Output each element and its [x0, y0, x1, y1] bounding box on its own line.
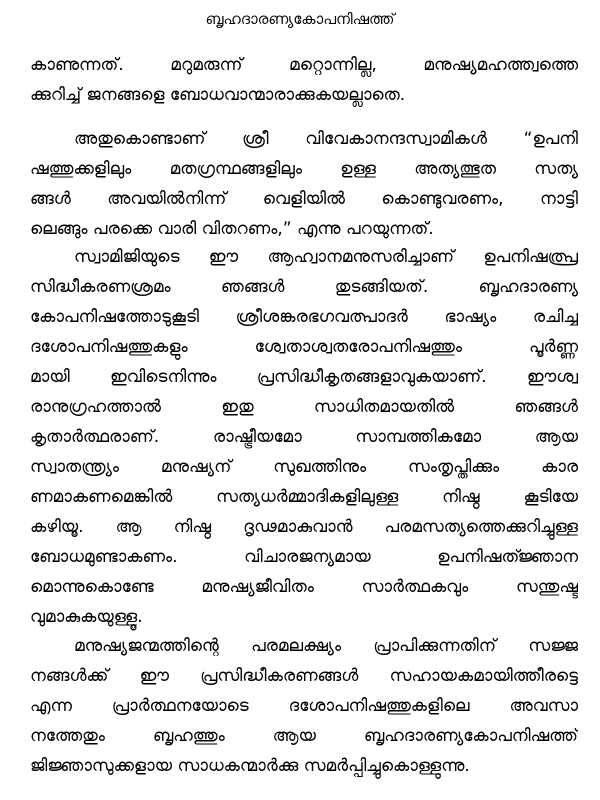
paragraph-1	[30, 50, 578, 110]
text-line: കോപനിഷത്തോടുകൂടി ശ്രീശങ്കരഭഗവത്പാദർ ഭാഷ്യം രചിച്ച	[30, 307, 578, 327]
text-line: ക്കുറിച്ച് ജനങ്ങളെ ബോധവാന്മാരാക്കുകയല്ലാതെ.	[30, 85, 406, 105]
text-line: അതുകൊണ്ടാണ് ശ്രീ വിവേകാനന്ദസ്വാമികൾ “ഉപനി	[74, 129, 578, 149]
paragraph-4	[30, 631, 578, 781]
text-line: കൃതാർത്ഥരാണ്. രാഷ്ട്രീയമോ സാമ്പത്തികമോ ആയ	[30, 427, 578, 447]
text-line: ലെങ്ങും പരക്കെ വാരി വിതറണം,” എന്നു പറയുന്നത്.	[30, 219, 434, 239]
text-line: ജിജ്ഞാസുക്കളായ സാധകന്മാർക്കു സമർപ്പിച്ചുകൊള്ളുന്നു.	[30, 756, 470, 776]
text-line: സ്വാമിജിയുടെ ഈ ആഹ്വാനമനുസരിച്ചാണ് ഉപനിഷത്പ്ര	[74, 247, 578, 267]
paragraph-2	[30, 124, 578, 244]
text-line: എന്ന പ്രാർത്ഥനയോടെ ദശോപനിഷത്തുകളിലെ അവസാ	[30, 696, 578, 716]
text-line: കാണുന്നത്. മറുമരുന്ന് മറ്റൊന്നില്ല, മനുഷ്യമഹത്ത്വത്തെ	[30, 55, 578, 75]
text-line: വുമാകുകയുള്ളൂ.	[30, 607, 143, 627]
text-line: സ്വാതന്ത്ര്യം മനുഷ്യന് സുഖത്തിനും സംതൃപ്തിക്കും കാര	[30, 457, 578, 477]
text-line: മൊന്നുകൊണ്ടേ മനുഷ്യജീവിതം സാർത്ഥകവും സന്തുഷ്ട	[30, 577, 578, 597]
text-line: മായി ഇവിടെനിന്നും പ്രസിദ്ധീകൃതങ്ങളാവുകയാണ്. ഈശ്വ	[30, 367, 578, 387]
running-header-title: ബൃഹദാരണ്യകോപനിഷത്ത്	[205, 10, 395, 28]
text-line: മനുഷ്യജന്മത്തിന്റെ പരമലക്ഷ്യം പ്രാപിക്കുന്നതിന് സജ്ജ	[74, 636, 578, 656]
text-line: നത്തേതും ബൃഹത്തും ആയ ബൃഹദാരണ്യകോപനിഷത്ത്	[30, 726, 578, 746]
text-line: രാനുഗ്രഹത്താൽ ഇതു സാധിതമായതിൽ ഞങ്ങൾ	[30, 397, 578, 417]
text-line: ബോധമുണ്ടാകണം. വിചാരജന്യമായ ഉപനിഷത്ജ്ഞാന	[30, 547, 578, 567]
text-line: കഴിയൂ. ആ നിഷ്ഠ ദൃഢമാകുവാൻ പരമസത്യത്തെക്കുറിച്ചുള്ള	[30, 517, 578, 537]
text-line: സിദ്ധീകരണശ്രമം ഞങ്ങൾ തുടങ്ങിയത്. ബൃഹദാരണ്യ	[30, 277, 578, 297]
text-line: നങ്ങൾക്ക് ഈ പ്രസിദ്ധീകരണങ്ങൾ സഹായകമായിത്തീരട്ടെ	[30, 666, 578, 686]
text-line: ദശോപനിഷത്തുകളും ശ്വേതാശ്വതരോപനിഷത്തും പൂർണ്ണ	[30, 337, 578, 357]
text-line: ഷത്തുക്കളിലും മതഗ്രന്ഥങ്ങളിലും ഉള്ള അത്യത്ഭുത സത്യ	[30, 159, 578, 179]
text-line: ങ്ങൾ അവയിൽനിന്ന് വെളിയിൽ കൊണ്ടുവരണം, നാട്ടി	[30, 189, 578, 209]
paragraph-3	[30, 242, 578, 632]
text-line: ണമാകണമെങ്കിൽ സത്യധർമ്മാദികളിലുള്ള നിഷ്ഠ കൂടിയേ	[30, 487, 578, 507]
